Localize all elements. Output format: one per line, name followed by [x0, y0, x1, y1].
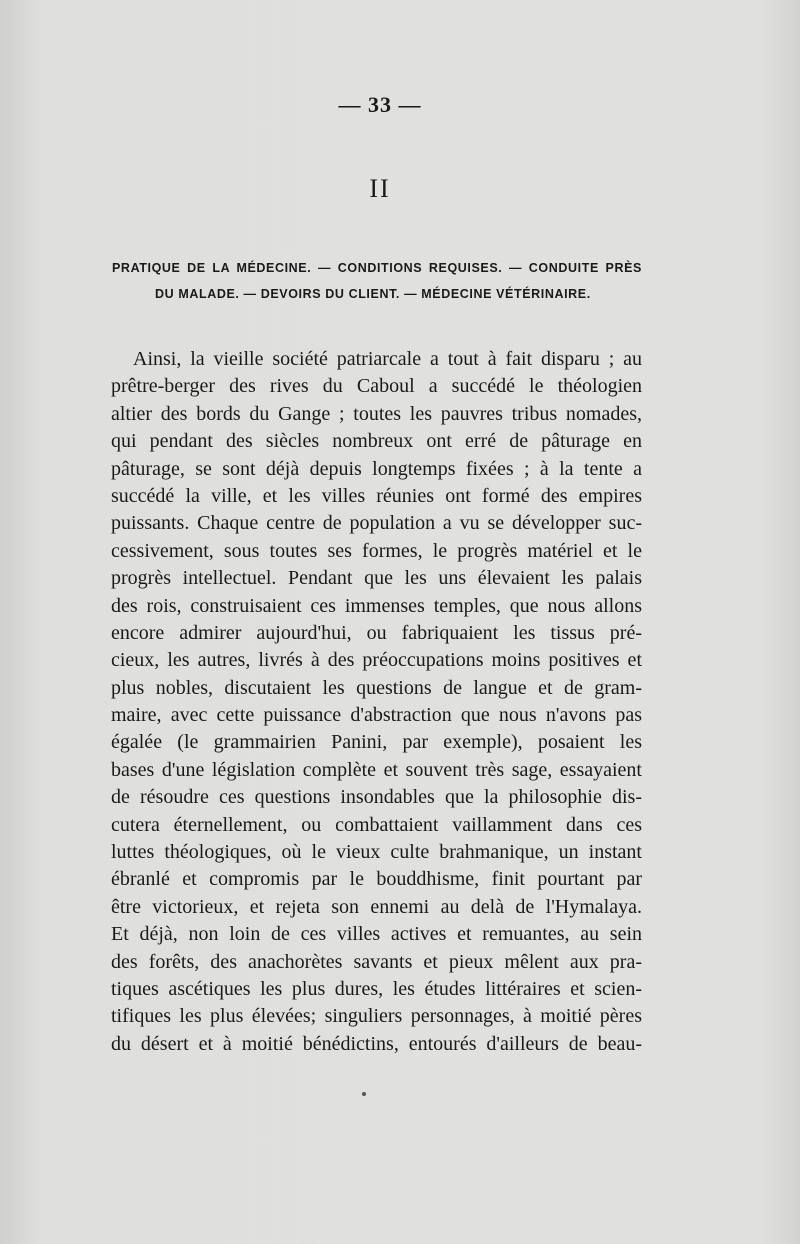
- text-line: prêtre-berger des rives du Caboul a succédé le théologien: [111, 375, 642, 398]
- chapter-summary-line-1: PRATIQUE DE LA MÉDECINE. — CONDITIONS REQUISES. — CONDUITE PRÈS: [112, 261, 642, 275]
- page-number: — 33 —: [338, 92, 422, 117]
- text-line: puissants. Chaque centre de population a vu se développer suc-: [111, 512, 642, 535]
- text-line: du désert et à moitié bénédictins, entourés d'ailleurs de beau-: [111, 1032, 642, 1055]
- text-line: encore admirer aujourd'hui, ou fabriquaient les tissus pré-: [111, 621, 642, 644]
- chapter-number: II: [369, 174, 391, 203]
- text-line: Et déjà, non loin de ces villes actives et remuantes, au sein: [111, 923, 642, 946]
- signature-mark-dot: [362, 1092, 366, 1096]
- text-line: qui pendant des siècles nombreux ont erré de pâturage en: [111, 430, 642, 453]
- text-line: des forêts, des anachorètes savants et pieux mêlent aux pra-: [111, 950, 642, 973]
- text-line: égalée (le grammairien Panini, par exemple), posaient les: [111, 731, 642, 754]
- text-line: succédé la ville, et les villes réunies ont formé des empires: [111, 484, 642, 507]
- text-line: altier des bords du Gange ; toutes les pauvres tribus nomades,: [111, 402, 642, 425]
- text-line: maire, avec cette puissance d'abstraction que nous n'avons pas: [111, 704, 642, 727]
- text-line: être victorieux, et rejeta son ennemi au delà de l'Hymalaya.: [111, 895, 642, 918]
- text-line: ébranlé et compromis par le bouddhisme, finit pourtant par: [111, 868, 642, 891]
- chapter-summary-line-2: DU MALADE. — DEVOIRS DU CLIENT. — MÉDECINE VÉTÉRINAIRE.: [155, 287, 591, 301]
- text-line: plus nobles, discutaient les questions de langue et de gram-: [111, 676, 642, 699]
- text-line: bases d'une législation complète et souvent très sage, essayaient: [111, 758, 642, 781]
- text-line: luttes théologiques, où le vieux culte brahmanique, un instant: [111, 841, 642, 864]
- body-text: [111, 346, 642, 1058]
- text-line: progrès intellectuel. Pendant que les uns élevaient les palais: [111, 567, 642, 590]
- text-line: cutera éternellement, ou combattaient vaillamment dans ces: [111, 813, 642, 836]
- text-line: cessivement, sous toutes ses formes, le progrès matériel et le: [111, 539, 642, 562]
- text-line: de résoudre ces questions insondables que la philosophie dis-: [111, 786, 642, 809]
- text-line: tiques ascétiques les plus dures, les études littéraires et scien-: [111, 977, 642, 1000]
- text-line: tifiques les plus élevées; singuliers personnages, à moitié pères: [111, 1005, 642, 1028]
- text-line: cieux, les autres, livrés à des préoccupations moins positives et: [111, 649, 642, 672]
- text-line: Ainsi, la vieille société patriarcale a tout à fait disparu ; au: [133, 348, 642, 370]
- text-line: pâturage, se sont déjà depuis longtemps fixées ; à la tente a: [111, 457, 642, 480]
- text-line: des rois, construisaient ces immenses temples, que nous allons: [111, 594, 642, 617]
